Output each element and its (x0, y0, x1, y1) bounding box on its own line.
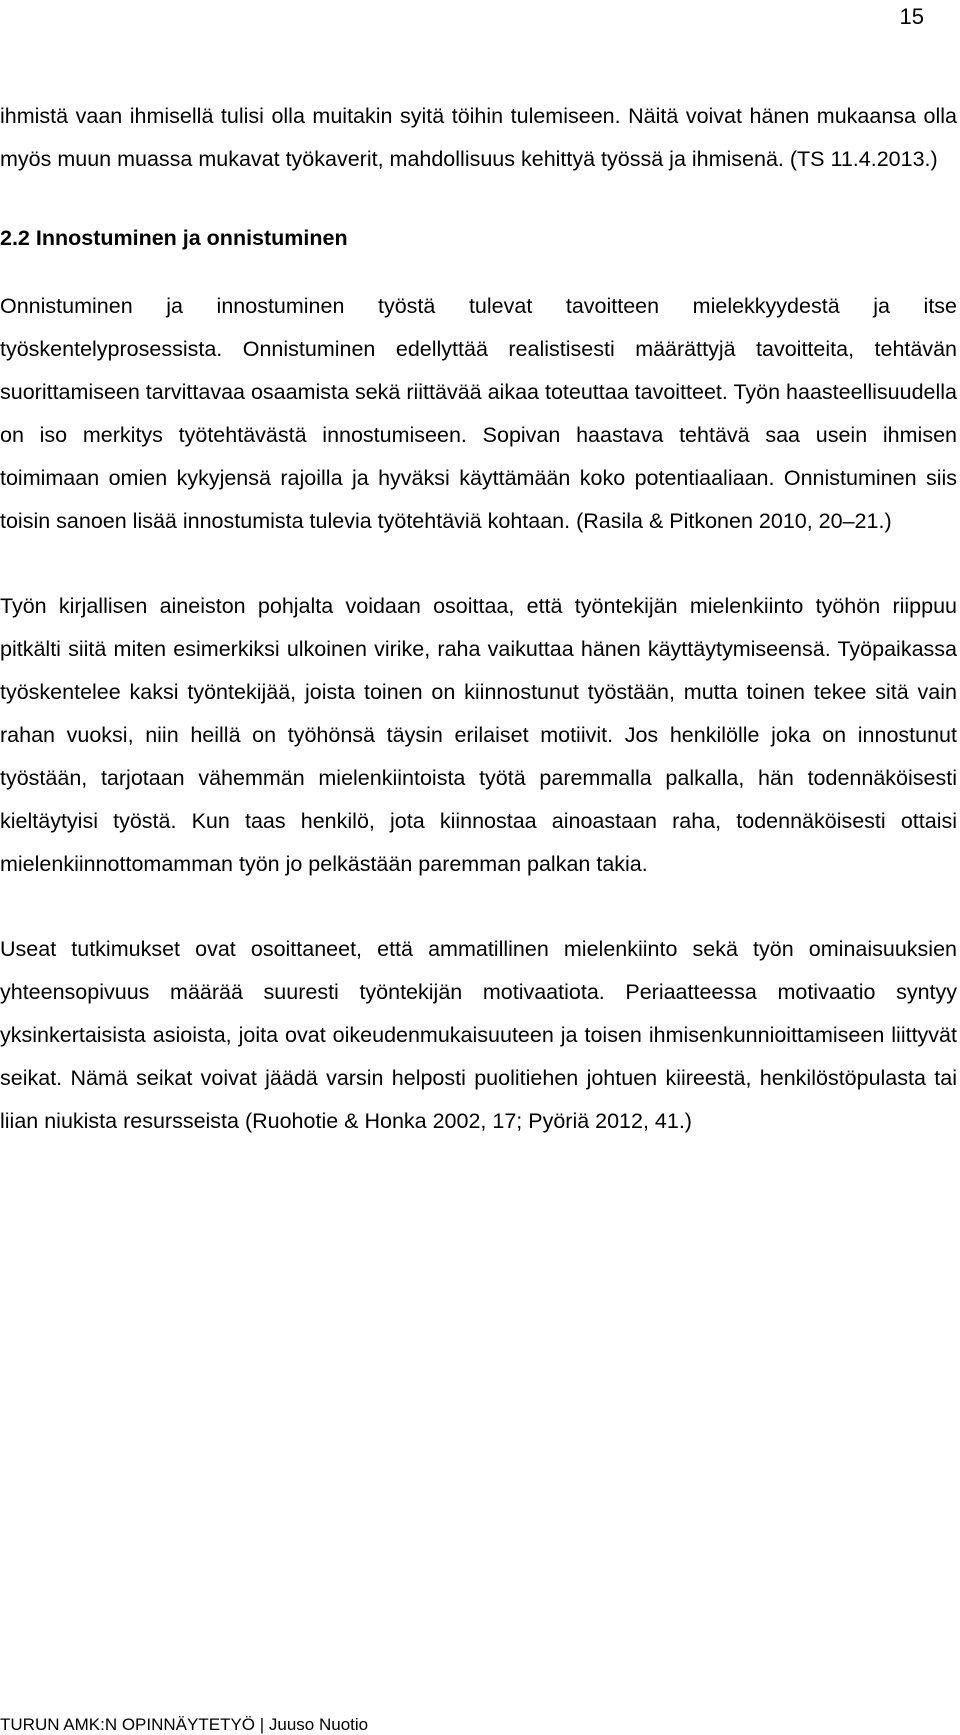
section-heading: 2.2 Innostuminen ja onnistuminen (0, 226, 348, 250)
intro-paragraph: ihmistä vaan ihmisellä tulisi olla muitakin syitä töihin tulemiseen. Näitä voivat hänen mukaansa olla myös muun muassa mukavat työkaverit, mahdollisuus kehittyä työssä ja ihmisenä. (TS 11.4.2013.) (0, 104, 957, 171)
paragraph-2: Työn kirjallisen aineiston pohjalta voidaan osoittaa, että työntekijän mielenkiinto työhön riippuu pitkälti siitä miten esimerkiksi ulkoinen virike, raha vaikuttaa hänen käyttäytymiseensä. Työpaikassa työskentelee kaksi työntekijää, joista toinen on kiinnostunut työstään, mutta toinen tekee sitä vain rahan vuoksi, niin heillä on työhönsä täysin erilaiset motiivit. Jos henkilölle joka on innostunut työstään, tarjotaan vähemmän mielenkiintoista työtä paremmalla palkalla, hän todennäköisesti kieltäytyisi työstä. Kun taas henkilö, jota kiinnostaa ainoastaan raha, todennäköisesti ottaisi mielenkiinnottomamman työn jo pelkästään paremman palkan takia. (0, 594, 957, 876)
page-footer: TURUN AMK:N OPINNÄYTETYÖ | Juuso Nuotio (0, 1715, 369, 1734)
page-number: 15 (899, 4, 924, 29)
paragraph-3: Useat tutkimukset ovat osoittaneet, että ammatillinen mielenkiinto sekä työn ominaisuuksien yhteensopivuus määrää suuresti työntekijän motivaatiota. Periaatteessa motivaatio syntyy yksinkertaisista asioista, joita ovat oikeudenmukaisuuteen ja toisen ihmisenkunnioittamiseen liittyvät seikat. Nämä seikat voivat jäädä varsin helposti puolitiehen johtuen kiireestä, henkilöstöpulasta tai liian niukista resursseista (Ruohotie & Honka 2002, 17; Pyöriä 2012, 41.) (0, 937, 957, 1133)
paragraph-1: Onnistuminen ja innostuminen työstä tulevat tavoitteen mielekkyydestä ja itse työskentelyprosessista. Onnistuminen edellyttää realistisesti määrättyjä tavoitteita, tehtävän suorittamiseen tarvittavaa osaamista sekä riittävää aikaa toteuttaa tavoitteet. Työn haasteellisuudella on iso merkitys työtehtävästä innostumiseen. Sopivan haastava tehtävä saa usein ihmisen toimimaan omien kykyjensä rajoilla ja hyväksi käyttämään koko potentiaaliaan. Onnistuminen siis toisin sanoen lisää innostumista tulevia työtehtäviä kohtaan. (Rasila & Pitkonen 2010, 20–21.) (0, 294, 957, 533)
document-body (0, 95, 957, 1143)
